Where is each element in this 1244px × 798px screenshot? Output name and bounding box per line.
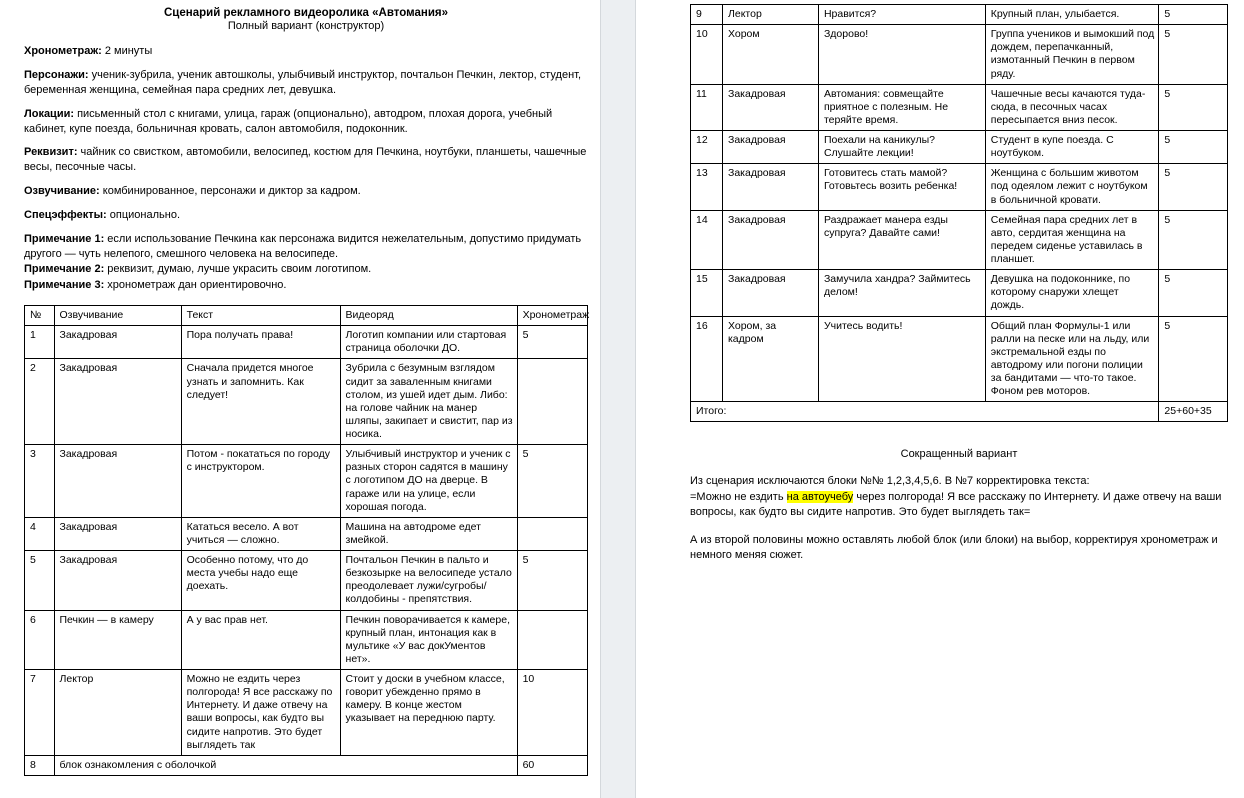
col-header-text: Текст (181, 306, 340, 326)
table-row (691, 164, 1228, 210)
cell-number: 4 (25, 517, 55, 550)
meta-value: комбинированное, персонажи и диктор за кадром. (99, 185, 361, 198)
note-2 (24, 262, 588, 277)
cell-text: Нравится? (818, 5, 985, 25)
right-page-column (638, 0, 1244, 798)
cell-number: 13 (691, 164, 723, 210)
cell-video: Девушка на подоконнике, по которому снаружи хлещет дождь. (985, 270, 1159, 316)
table-row (691, 5, 1228, 25)
table-row-merged (25, 755, 588, 775)
short-version-line-2-post: через полгорода! Я все расскажу по Интернету. И даже отвечу на ваши вопросы, как будто вы сидите напротив. Это будет выглядеть так= (690, 490, 1222, 519)
meta-label: Хронометраж: (24, 45, 102, 58)
cell-number: 12 (691, 131, 723, 164)
cell-timing: 5 (1159, 84, 1228, 130)
meta-value: опционально. (106, 208, 181, 221)
table-row (691, 131, 1228, 164)
cell-voice: Закадровая (54, 551, 181, 611)
meta-value: чайник со свистком, автомобили, велосипед, костюм для Печкина, ноутбуки, планшеты, чашечные весы, песочные часы. (24, 146, 587, 174)
cell-text: Здорово! (818, 25, 985, 85)
cell-voice: Закадровая (54, 359, 181, 445)
table-row (25, 359, 588, 445)
cell-video: Женщина с большим животом под одеялом лежит с ноутбуком в больничной кровати. (985, 164, 1159, 210)
meta-label: Реквизит: (24, 146, 78, 159)
cell-voice: Закадровая (722, 131, 818, 164)
cell-video: Стоит у доски в учебном классе, говорит убежденно прямо в камеру. В конце жестом указывает на переднюю парту. (340, 670, 517, 756)
table-row (691, 270, 1228, 316)
scenario-table-left (24, 305, 588, 776)
cell-voice: Лектор (722, 5, 818, 25)
cell-text: Автомания: совмещайте приятное с полезным. Не теряйте время. (818, 84, 985, 130)
cell-timing: 10 (517, 670, 587, 756)
cell-timing: 5 (517, 551, 587, 611)
cell-timing: 5 (1159, 164, 1228, 210)
table-row (691, 84, 1228, 130)
meta-value: письменный стол с книгами, улица, гараж (опционально), автодром, плохая дорога, учебный кабинет, купе поезда, больничная кровать, салон автомобиля, подоконник. (24, 107, 553, 135)
cell-timing: 5 (1159, 316, 1228, 402)
cell-voice: Хором (722, 25, 818, 85)
note-1 (24, 232, 588, 262)
cell-text: Замучила хандра? Займитесь делом! (818, 270, 985, 316)
table-row (25, 517, 588, 550)
table-row (691, 210, 1228, 270)
cell-video: Крупный план, улыбается. (985, 5, 1159, 25)
cell-text: Пора получать права! (181, 326, 340, 359)
note-value: реквизит, думаю, лучше украсить своим логотипом. (104, 263, 372, 276)
table-row (25, 445, 588, 518)
cell-text: Можно не ездить через полгорода! Я все расскажу по Интернету. И даже отвечу на ваши вопросы, как будто вы сидите напротив. Это будет выглядеть так (181, 670, 340, 756)
cell-number: 16 (691, 316, 723, 402)
cell-video: Зубрила с безумным взглядом сидит за заваленным книгами столом, из ушей идет дым. Либо: на голове чайник на манер шляпы, закипает и свистит, пар из носика. (340, 359, 517, 445)
left-page-column (0, 0, 600, 798)
table-row (25, 670, 588, 756)
cell-voice: Закадровая (54, 445, 181, 518)
short-version-line-1: Из сценария исключаются блоки №№ 1,2,3,4,5,6. В №7 корректировка текста: (690, 475, 1090, 488)
cell-voice: Закадровая (54, 517, 181, 550)
cell-timing: 5 (1159, 210, 1228, 270)
table-row (25, 551, 588, 611)
document-subtitle: Полный вариант (конструктор) (227, 20, 385, 33)
cell-text: Учитесь водить! (818, 316, 985, 402)
cell-video: Общий план Формулы-1 или ралли на песке или на льду, или экстремальной езды по автодрому или погони полиции за бандитами — что-то такое. Фоном рев моторов. (985, 316, 1159, 402)
meta-rekvizit (24, 145, 588, 175)
cell-video: Логотип компании или стартовая страница оболочки ДО. (340, 326, 517, 359)
scenario-table-right (690, 4, 1228, 422)
cell-video: Семейная пара средних лет в авто, сердитая женщина на передем сиденье уставилась в планшет. (985, 210, 1159, 270)
cell-text: Готовитесь стать мамой? Готовьтесь возить ребенка! (818, 164, 985, 210)
totals-label: Итого: (691, 402, 1159, 422)
col-header-video: Видеоряд (340, 306, 517, 326)
cell-number: 14 (691, 210, 723, 270)
cell-voice: Закадровая (54, 326, 181, 359)
cell-number: 11 (691, 84, 723, 130)
cell-timing: 5 (517, 445, 587, 518)
cell-text: Потом - покататься по городу с инструктором. (181, 445, 340, 518)
cell-number: 3 (25, 445, 55, 518)
cell-voice: Хором, за кадром (722, 316, 818, 402)
cell-timing (517, 610, 587, 670)
cell-text: Особенно потому, что до места учебы надо еще доехать. (181, 551, 340, 611)
cell-video: Машина на автодроме едет змейкой. (340, 517, 517, 550)
cell-number: 9 (691, 5, 723, 25)
note-value: если использование Печкина как персонажа видится нежелательным, допустимо придумать другого — чуть нелепого, смешного человека на велосипеде. (24, 232, 582, 260)
cell-timing: 60 (517, 755, 587, 775)
cell-number: 6 (25, 610, 55, 670)
table-row (25, 326, 588, 359)
cell-video: Студент в купе поезда. С ноутбуком. (985, 131, 1159, 164)
cell-number: 5 (25, 551, 55, 611)
table-row (691, 25, 1228, 85)
cell-text: Поехали на каникулы? Слушайте лекции! (818, 131, 985, 164)
meta-hronometrazh (24, 44, 588, 59)
totals-value: 25+60+35 (1159, 402, 1228, 422)
table-row (691, 316, 1228, 402)
cell-timing: 5 (1159, 25, 1228, 85)
cell-video: Чашечные весы качаются туда-сюда, в песочных часах пересыпается вниз песок. (985, 84, 1159, 130)
col-header-number: № (25, 306, 55, 326)
note-label: Примечание 1: (24, 232, 105, 245)
short-version-paragraph-1 (690, 474, 1228, 520)
cell-voice: Закадровая (722, 84, 818, 130)
meta-label: Персонажи: (24, 68, 89, 81)
cell-video: Печкин поворачивается к камере, крупный план, интонация как в мультике «У вас докУментов нет». (340, 610, 517, 670)
page-gutter (600, 0, 636, 798)
table-header-row (25, 306, 588, 326)
short-version-heading: Сокращенный вариант (900, 448, 1018, 461)
table-row (25, 610, 588, 670)
table-totals-row (691, 402, 1228, 422)
cell-number: 2 (25, 359, 55, 445)
cell-number: 1 (25, 326, 55, 359)
cell-voice: Печкин — в камеру (54, 610, 181, 670)
meta-speceffekty (24, 208, 588, 223)
document-title: Сценарий рекламного видеоролика «Автомания» (163, 7, 448, 19)
cell-number: 10 (691, 25, 723, 85)
meta-lokacii (24, 107, 588, 137)
note-value: хронометраж дан ориентировочно. (104, 279, 287, 292)
highlighted-text: на автоучебу (786, 490, 854, 503)
col-header-voice: Озвучивание (54, 306, 181, 326)
cell-voice: Закадровая (722, 164, 818, 210)
cell-text: А у вас прав нет. (181, 610, 340, 670)
cell-number: 15 (691, 270, 723, 316)
short-version-paragraph-2: А из второй половины можно оставлять любой блок (или блоки) на выбор, корректируя хронометраж и немного меняя сюжет. (690, 533, 1218, 561)
note-3 (24, 278, 588, 293)
cell-text: Кататься весело. А вот учиться — сложно. (181, 517, 340, 550)
col-header-timing: Хронометраж (517, 306, 587, 326)
cell-text: Сначала придется многое узнать и запомнить. Как следует! (181, 359, 340, 445)
meta-value: ученик-зубрила, ученик автошколы, улыбчивый инструктор, почтальон Печкин, лектор, студент, беременная женщина, семейная пара средних лет, девушка. (24, 68, 582, 96)
meta-ozvuchivanie (24, 184, 588, 199)
note-label: Примечание 2: (24, 263, 105, 276)
cell-number: 7 (25, 670, 55, 756)
note-label: Примечание 3: (24, 279, 105, 292)
meta-personazhi (24, 68, 588, 98)
cell-timing (517, 517, 587, 550)
cell-timing: 5 (517, 326, 587, 359)
cell-video: Улыбчивый инструктор и ученик с разных сторон садятся в машину с логотипом ДО на дверце. В гараже или на улице, если хорошая погода. (340, 445, 517, 518)
cell-timing: 5 (1159, 270, 1228, 316)
cell-text: Раздражает манера езды супруга? Давайте сами! (818, 210, 985, 270)
cell-number: 8 (25, 755, 55, 775)
cell-timing: 5 (1159, 131, 1228, 164)
short-version-line-2-pre: =Можно не ездить (690, 490, 787, 503)
cell-video: Почтальон Печкин в пальто и безкозырке на велосипеде устало преодолевает лужи/сугробы/колдобины - препятствия. (340, 551, 517, 611)
meta-value: 2 минуты (101, 45, 153, 58)
meta-label: Спецэффекты: (24, 208, 107, 221)
cell-voice: Лектор (54, 670, 181, 756)
cell-timing: 5 (1159, 5, 1228, 25)
meta-label: Локации: (24, 107, 75, 120)
cell-merged-block: блок ознакомления с оболочкой (54, 755, 517, 775)
cell-voice: Закадровая (722, 270, 818, 316)
cell-voice: Закадровая (722, 210, 818, 270)
cell-timing (517, 359, 587, 445)
cell-video: Группа учеников и вымокший под дождем, перепачканный, измотанный Печкин в первом ряду. (985, 25, 1159, 85)
meta-label: Озвучивание: (24, 185, 100, 198)
